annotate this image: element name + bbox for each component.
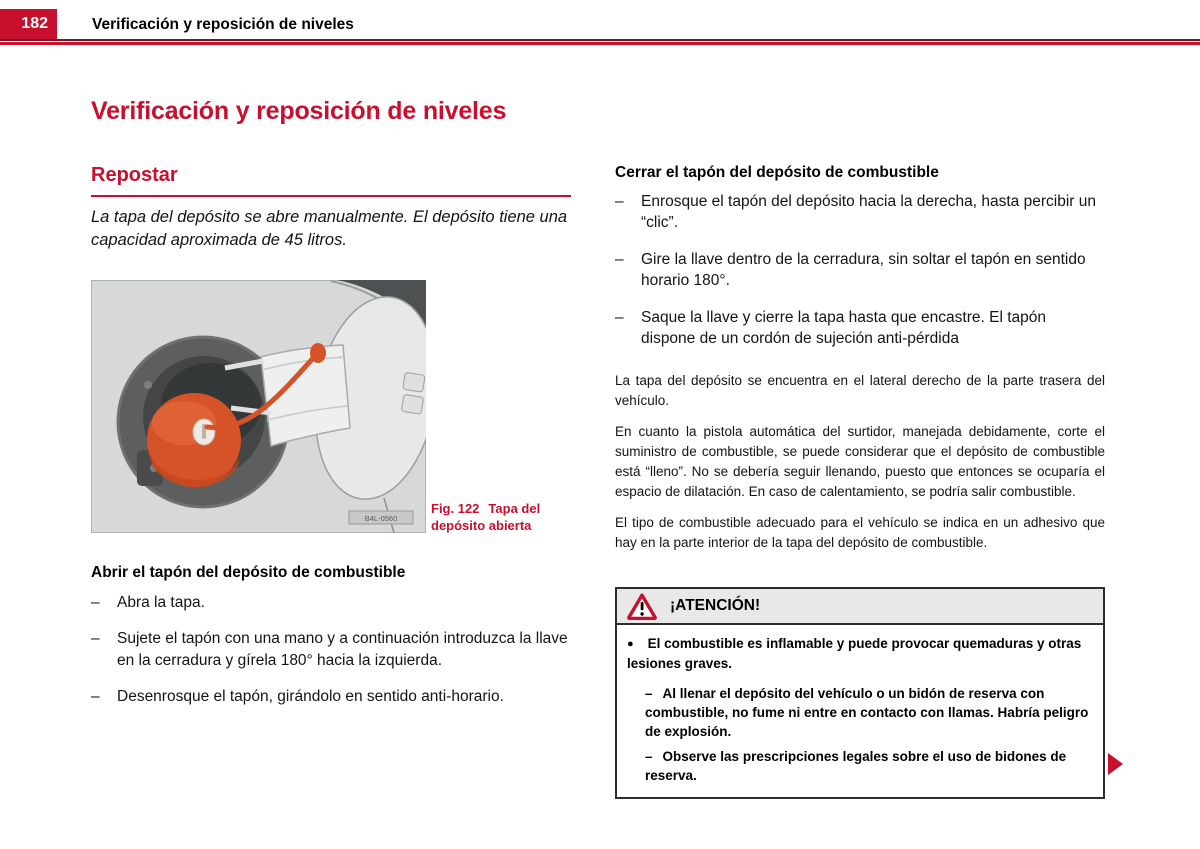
dash-marker: – xyxy=(615,250,624,268)
bullet-marker: ● xyxy=(627,638,634,650)
dash-marker: – xyxy=(645,685,653,701)
chapter-title: Verificación y reposición de niveles xyxy=(91,97,507,125)
right-instruction-list xyxy=(615,191,1097,364)
figure-caption xyxy=(431,501,583,534)
figure-122-image xyxy=(91,280,426,533)
intro-paragraph: La tapa del depósito se abre manualmente. El depósito tiene una capacidad aproximada de 45 litros. xyxy=(91,208,568,249)
section-heading-repostar: Repostar xyxy=(91,164,178,186)
list-item-text: Saque la llave y cierre la tapa hasta que encastre. El tapón dispone de un cordón de sujeción anti-pérdida xyxy=(641,308,1046,347)
right-paragraphs xyxy=(615,371,1105,563)
page-continuation-arrow-icon xyxy=(1108,753,1123,775)
svg-text:B4L-0560: B4L-0560 xyxy=(364,514,398,523)
list-item-text: Sujete el tapón con una mano y a continuación introduzca la llave en la cerradura y gírela 180° hacia la izquierda. xyxy=(117,630,568,669)
warning-box xyxy=(615,587,1105,799)
warning-body xyxy=(617,625,1103,797)
image-code-label xyxy=(349,511,413,524)
figure-caption-text: Tapa del depósito abierta xyxy=(431,501,541,533)
warning-lead-text: El combustible es inflamable y puede provocar quemaduras y otras lesiones graves. xyxy=(627,636,1082,671)
dash-marker: – xyxy=(615,308,624,326)
body-paragraph: La tapa del depósito se encuentra en el lateral derecho de la parte trasera del vehículo. xyxy=(615,373,1105,409)
dash-marker: – xyxy=(91,688,100,706)
fuel-cap xyxy=(147,393,241,487)
warning-sub-text: Observe las prescripciones legales sobre el uso de bidones de reserva. xyxy=(645,749,1067,784)
warning-sub-item xyxy=(627,684,1091,741)
list-item xyxy=(91,686,573,707)
dash-marker: – xyxy=(91,594,100,611)
left-instruction-list xyxy=(91,592,573,723)
fuel-flap-illustration xyxy=(91,280,426,533)
header-rule-red xyxy=(0,42,1200,45)
warning-sub-item xyxy=(627,747,1091,785)
warning-triangle-icon xyxy=(627,593,657,620)
list-item xyxy=(615,191,1097,234)
dash-marker: – xyxy=(645,749,653,765)
list-item xyxy=(615,307,1097,350)
page-number: 182 xyxy=(0,9,57,39)
list-item-text: Desenrosque el tapón, girándolo en sentido anti-horario. xyxy=(117,688,504,706)
list-item xyxy=(91,592,573,613)
warning-header xyxy=(617,589,1103,625)
warning-lead-item xyxy=(627,634,1091,673)
list-item xyxy=(615,249,1097,292)
subheading-abrir-tapon: Abrir el tapón del depósito de combustible xyxy=(91,564,406,581)
list-item-text: Abra la tapa. xyxy=(117,594,205,611)
dash-marker: – xyxy=(615,193,624,210)
list-item-text: Enrosque el tapón del depósito hacia la derecha, hasta percibir un “clic”. xyxy=(641,193,1096,232)
warning-title: ¡ATENCIÓN! xyxy=(670,597,761,614)
section-heading-rule xyxy=(91,195,571,197)
subheading-cerrar-tapon: Cerrar el tapón del depósito de combustible xyxy=(615,164,939,181)
list-item-text: Gire la llave dentro de la cerradura, sin soltar el tapón en sentido horario 180°. xyxy=(641,250,1086,290)
running-header-title: Verificación y reposición de niveles xyxy=(92,16,354,33)
figure-caption-label: Fig. 122 xyxy=(431,501,480,516)
dash-marker: – xyxy=(91,630,100,648)
header-rule-dark xyxy=(0,39,1200,41)
body-paragraph: En cuanto la pistola automática del surtidor, manejada debidamente, corte el suministro de combustible, se puede considerar que el depósito de combustible está “lleno”. No se debería seguir llenando, puesto que entonces se ocuparía el espacio de dilatación. En caso de calentamiento, se podría salir combustible. xyxy=(615,423,1105,500)
warning-sub-text: Al llenar el depósito del vehículo o un bidón de reserva con combustible, no fume ni entre en contacto con llamas. Habría peligro de explosión. xyxy=(645,685,1089,740)
body-paragraph: El tipo de combustible adecuado para el vehículo se indica en un adhesivo que hay en la parte interior de la tapa del depósito de combustible. xyxy=(615,514,1105,550)
list-item xyxy=(91,628,573,671)
